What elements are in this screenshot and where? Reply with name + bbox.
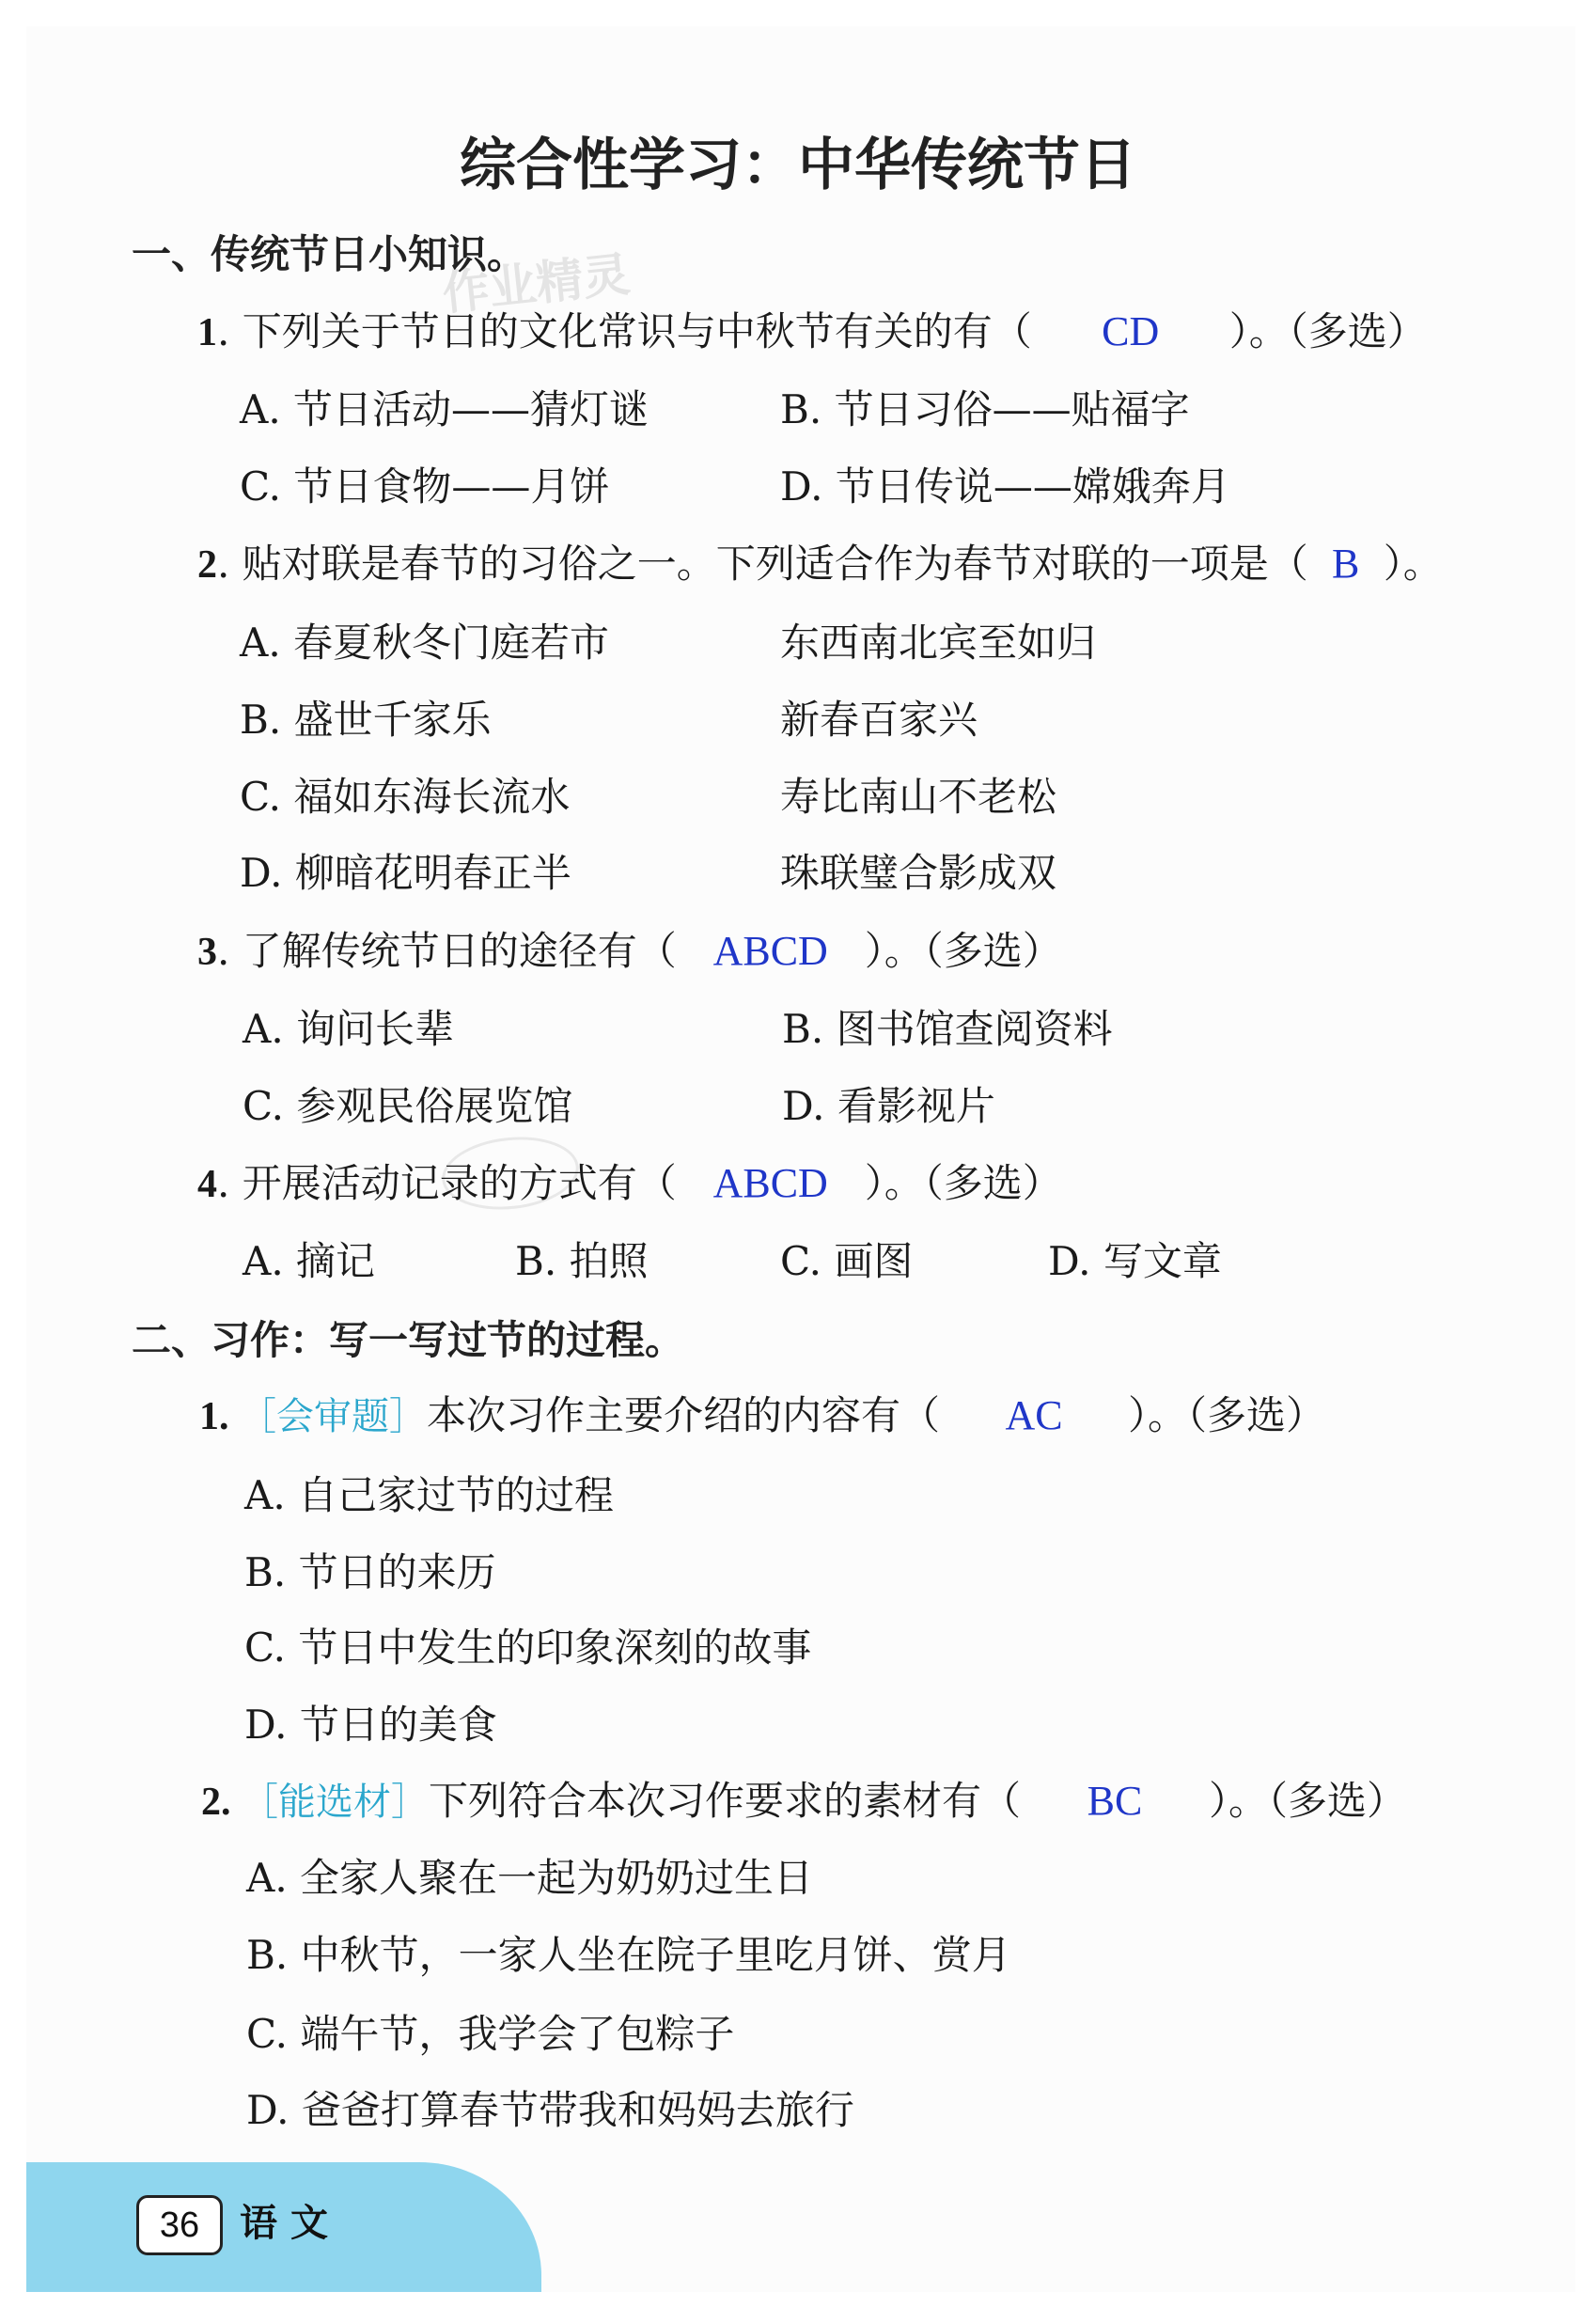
question-suffix: ）。: [1383, 541, 1443, 587]
question-number: 1: [197, 311, 217, 354]
s1-question-4: [197, 1153, 1062, 1209]
s1q2-option-c-left: C. 福如东海长流水: [240, 774, 571, 820]
question-number: 1: [199, 1395, 219, 1438]
s1q4-option-d: D. 写文章: [1048, 1238, 1222, 1284]
answer: ABCD: [712, 928, 828, 974]
s1q2-option-a-left: A. 春夏秋冬门庭若市: [240, 620, 610, 666]
watermark: 作业精灵: [439, 246, 633, 322]
s1q2-option-d-right: 珠联璧合影成双: [780, 850, 1057, 896]
question-number: 2: [197, 543, 217, 587]
question-suffix: ）。（多选）: [1209, 1778, 1407, 1824]
s1q2-option-d-left: D. 柳暗花明春正半: [240, 850, 571, 896]
s1q2-option-a-right: 东西南北宾至如归: [780, 620, 1097, 666]
answer: ABCD: [712, 1160, 828, 1206]
s2q2-option-b: B. 中秋节，一家人坐在院子里吃月饼、赏月: [246, 1932, 1011, 1978]
question-text: . 了解传统节日的途径有（: [217, 928, 677, 974]
s2q2-option-d: D. 爸爸打算春节带我和妈妈去旅行: [246, 2087, 854, 2133]
s2q1-option-b: B. 节日的来历: [244, 1549, 496, 1595]
s1q3-option-c: C. 参观民俗展览馆: [243, 1083, 573, 1129]
s1q1-option-c: C. 节日食物——月饼: [240, 463, 610, 510]
s1q2-option-b-left: B. 盛世千家乐: [240, 697, 492, 743]
question-suffix: ）。（多选）: [1228, 308, 1427, 354]
s1q2-option-c-right: 寿比南山不老松: [780, 774, 1057, 820]
page-title: 综合性学习：中华传统节日: [460, 133, 1136, 198]
question-text: 本次习作主要介绍的内容有（: [427, 1392, 941, 1438]
question-number: 2: [201, 1781, 221, 1824]
question-number: 4: [197, 1163, 217, 1206]
s1q1-option-d: D. 节日传说——嫦娥奔月: [780, 463, 1230, 510]
s1q4-option-a: A. 摘记: [243, 1238, 376, 1284]
s1q4-option-c: C. 画图: [780, 1238, 914, 1284]
s2q1-option-d: D. 节日的美食: [244, 1702, 497, 1748]
question-tag: ［能选材］: [241, 1781, 429, 1824]
subject-label: 语文: [240, 2201, 341, 2245]
s1q1-option-a: A. 节日活动——猜灯谜: [240, 386, 649, 432]
question-text: . 下列关于节日的文化常识与中秋节有关的有（: [217, 308, 1032, 354]
question-suffix: ）。（多选）: [864, 928, 1062, 974]
answer: BC: [1087, 1778, 1143, 1824]
s2-question-1: 1. ［会审题］本次习作主要介绍的内容有（ AC ）。（多选）: [199, 1392, 1326, 1438]
question-number: 3: [197, 931, 217, 974]
page-number: 36: [136, 2195, 223, 2255]
s1q3-option-d: D. 看影视片: [782, 1083, 995, 1129]
question-text: . 开展活动记录的方式有（: [217, 1160, 677, 1206]
s1-question-2: [197, 533, 1443, 589]
section-2-heading: 二、习作：写一写过节的过程。: [132, 1317, 685, 1363]
question-text: 下列符合本次习作要求的素材有（: [429, 1778, 1022, 1824]
section-1-heading: 一、传统节日小知识。: [132, 231, 527, 277]
s1-question-3: [197, 920, 1062, 977]
question-suffix: ）。（多选）: [864, 1160, 1062, 1206]
s1q4-option-b: B. 拍照: [515, 1238, 649, 1284]
s2q2-option-a: A. 全家人聚在一起为奶奶过生日: [246, 1855, 814, 1901]
s1-question-1: [197, 301, 1427, 357]
question-suffix: ）。（多选）: [1128, 1392, 1326, 1438]
question-tag: ［会审题］: [239, 1395, 427, 1438]
s2q1-option-c: C. 节日中发生的印象深刻的故事: [244, 1624, 812, 1671]
s2q2-option-c: C. 端午节，我学会了包粽子: [246, 2011, 735, 2057]
s1q3-option-b: B. 图书馆查阅资料: [782, 1006, 1113, 1052]
s1q2-option-b-right: 新春百家兴: [780, 697, 978, 743]
s1q3-option-a: A. 询问长辈: [243, 1006, 455, 1052]
answer: CD: [1102, 308, 1160, 354]
question-text: . 贴对联是春节的习俗之一。下列适合作为春节对联的一项是（: [217, 541, 1308, 587]
s1q1-option-b: B. 节日习俗——贴福字: [780, 386, 1190, 432]
s2q1-option-a: A. 自己家过节的过程: [244, 1472, 615, 1518]
s2-question-2: 2. ［能选材］下列符合本次习作要求的素材有（ BC ）。（多选）: [201, 1778, 1407, 1824]
answer: B: [1332, 541, 1360, 587]
answer: AC: [1005, 1392, 1063, 1438]
